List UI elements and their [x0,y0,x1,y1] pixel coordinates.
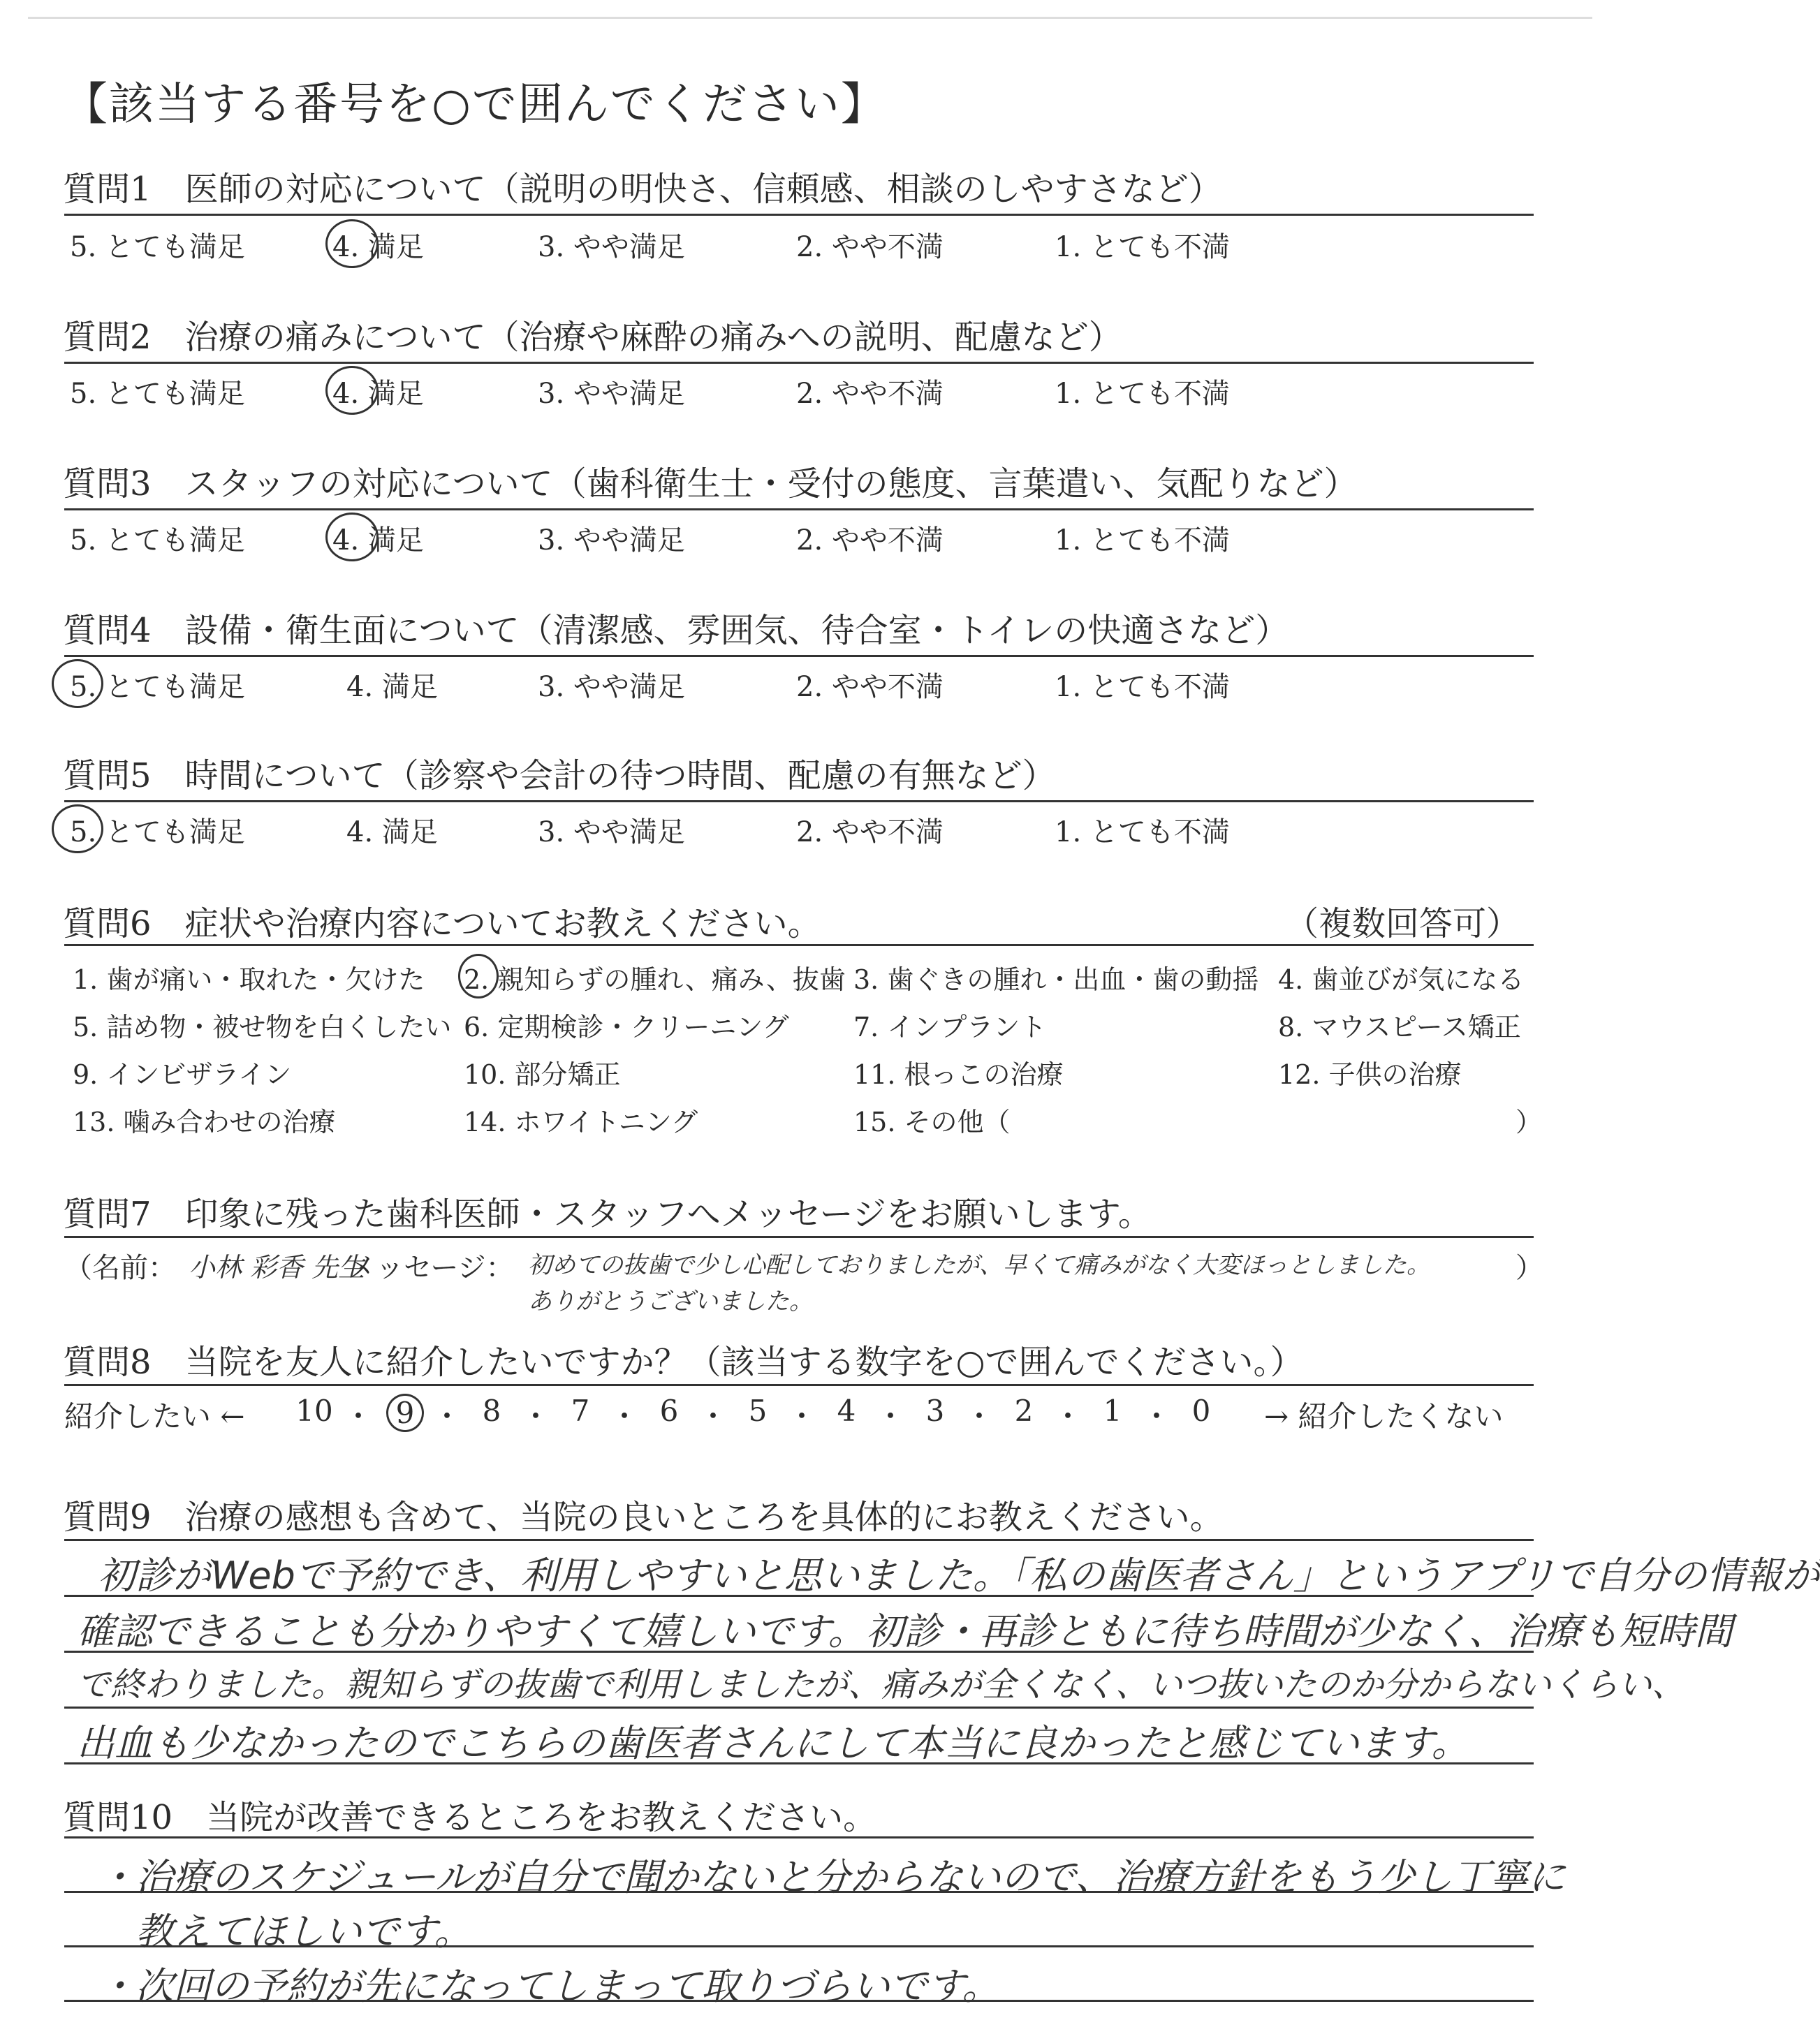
question-10: 質問10 当院が改善できるところをお教えください。 [63,1798,877,1837]
question-8: 質問8 当院を友人に紹介したいですか？（該当する数字を○で囲んでください。） [63,1343,1304,1382]
q3-option-4[interactable]: 4. 満足 [332,524,424,557]
q6-option-12[interactable]: 12. 子供の治療 [1278,1059,1462,1090]
rule-q10-1 [64,1836,1534,1838]
question-9: 質問9 治療の感想も含めて、当院の良いところを具体的にお教えください。 [63,1498,1224,1537]
q4-option-5[interactable]: 5. とても満足 [70,671,245,703]
q6-multiple-note: （複数回答可） [1285,904,1520,943]
rule-q9-1 [64,1539,1534,1541]
q6-option-6[interactable]: 6. 定期検診・クリーニング [464,1012,789,1042]
q7-message-line-2[interactable]: ありがとうございました。 [528,1288,813,1316]
q8-scale-9[interactable]: 9 [386,1394,424,1432]
question-6: 質問6 症状や治療内容についてお教えください。 [63,904,821,943]
rule-q4 [64,655,1534,657]
q4-option-3[interactable]: 3. やや満足 [538,671,685,703]
q1-option-3[interactable]: 3. やや満足 [538,231,685,263]
q6-option-14[interactable]: 14. ホワイトニング [464,1107,698,1137]
q8-scale-separator: ・ [787,1399,817,1434]
q5-option-1[interactable]: 1. とても不満 [1055,816,1230,848]
q9-answer-line-1[interactable]: 初診がWebで予約でき、利用しやすいと思いました。「私の歯医者さん」というアプリで自分の情報が [98,1554,1820,1598]
q8-scale-separator: ・ [344,1399,374,1434]
q6-option-15[interactable]: 15. その他（ [853,1107,1011,1137]
q7-name-value[interactable]: 小林 彩香 先生 [189,1252,365,1283]
q4-option-2[interactable]: 2. やや不満 [796,671,944,703]
rule-q5 [64,800,1534,802]
q8-scale-4[interactable]: 4 [837,1394,856,1428]
rule-q3 [64,508,1534,510]
q5-option-5[interactable]: 5. とても満足 [70,816,245,848]
q8-scale-1[interactable]: 1 [1103,1394,1122,1428]
q8-left-label: 紹介したい ← [64,1399,245,1434]
rule-q1 [64,214,1534,216]
top-border [28,17,1592,19]
q3-option-3[interactable]: 3. やや満足 [538,524,685,557]
question-5: 質問5 時間について（診察や会計の待つ時間、配慮の有無など） [63,756,1056,795]
q6-option-1[interactable]: 1. 歯が痛い・取れた・欠けた [73,964,425,995]
q1-option-5[interactable]: 5. とても満足 [70,231,245,263]
question-4: 質問4 設備・衛生面について（清潔感、雰囲気、待合室・トイレの快適さなど） [63,611,1289,650]
rule-q9-4 [64,1707,1534,1709]
q6-selection-circle [458,954,499,998]
q2-option-1[interactable]: 1. とても不満 [1055,378,1230,410]
q6-option-11[interactable]: 11. 根っこの治療 [853,1059,1064,1090]
q8-scale-3[interactable]: 3 [925,1394,945,1428]
question-1: 質問1 医師の対応について（説明の明快さ、信頼感、相談のしやすさなど） [63,170,1222,209]
q10-answer-line-1[interactable]: ・治療のスケジュールが自分で聞かないと分からないので、治療方針をもう少し丁寧に [98,1855,1566,1899]
q1-option-2[interactable]: 2. やや不満 [796,231,944,263]
q2-selection-circle [325,366,379,415]
q8-scale-separator: ・ [964,1399,995,1434]
q6-option-9[interactable]: 9. インビザライン [73,1059,292,1090]
q4-option-4[interactable]: 4. 満足 [346,671,438,703]
rule-q7 [64,1236,1534,1238]
q3-selection-circle [325,513,379,561]
q8-scale-separator: ・ [521,1399,551,1434]
q6-close-paren: ） [1516,1107,1543,1137]
q6-option-8[interactable]: 8. マウスピース矯正 [1278,1012,1521,1042]
q5-option-2[interactable]: 2. やや不満 [796,816,944,848]
q9-answer-line-2[interactable]: 確認できることも分かりやすくて嬉しいです。初診・再診ともに待ち時間が少なく、治療も短時間 [77,1609,1733,1653]
q9-answer-line-3[interactable]: で終わりました。親知らずの抜歯で利用しましたが、痛みが全くなく、いつ抜いたのか分からないくらい、 [77,1665,1686,1704]
q3-option-2[interactable]: 2. やや不満 [796,524,944,557]
q8-scale-2[interactable]: 2 [1014,1394,1034,1428]
q1-selection-circle [325,219,379,268]
question-3: 質問3 スタッフの対応について（歯科衛生士・受付の態度、言葉遣い、気配りなど） [63,464,1358,503]
q1-option-4[interactable]: 4. 満足 [332,231,424,263]
q8-scale-separator: ・ [1053,1399,1083,1434]
q8-scale-8[interactable]: 8 [482,1394,501,1428]
q5-option-4[interactable]: 4. 満足 [346,816,438,848]
q6-option-3[interactable]: 3. 歯ぐきの腫れ・出血・歯の動揺 [853,964,1259,995]
rule-q6 [64,944,1534,946]
q8-scale-separator: ・ [876,1399,906,1434]
page-title: 【該当する番号を○で囲んでください】 [63,79,887,131]
question-2: 質問2 治療の痛みについて（治療や麻酔の痛みへの説明、配慮など） [63,318,1122,357]
q5-selection-circle [52,804,103,853]
q8-right-label: → 紹介したくない [1264,1399,1504,1434]
q6-option-7[interactable]: 7. インプラント [853,1012,1047,1042]
question-7: 質問7 印象に残った歯科医師・スタッフへメッセージをお願いします。 [63,1195,1152,1234]
q8-scale-10[interactable]: 10 [295,1394,333,1428]
q4-option-1[interactable]: 1. とても不満 [1055,671,1230,703]
q4-selection-circle [52,659,103,708]
q2-option-4[interactable]: 4. 満足 [332,378,424,410]
q10-answer-line-2[interactable]: 教えてほしいです。 [98,1910,472,1954]
rule-q8 [64,1384,1534,1386]
q9-answer-line-4[interactable]: 出血も少なかったのでこちらの歯医者さんにして本当に良かったと感じています。 [77,1721,1469,1765]
q6-option-5[interactable]: 5. 詰め物・被せ物を白くしたい [73,1012,452,1042]
q3-option-5[interactable]: 5. とても満足 [70,524,245,557]
q8-scale-0[interactable]: 0 [1191,1394,1211,1428]
q6-option-10[interactable]: 10. 部分矯正 [464,1059,621,1090]
q8-scale-separator: ・ [1142,1399,1172,1434]
q6-option-4[interactable]: 4. 歯並びが気になる [1278,964,1525,995]
q8-scale-separator: ・ [698,1399,728,1434]
q2-option-3[interactable]: 3. やや満足 [538,378,685,410]
q5-option-3[interactable]: 3. やや満足 [538,816,685,848]
q8-scale-6[interactable]: 6 [659,1394,679,1428]
q1-option-1[interactable]: 1. とても不満 [1055,231,1230,263]
q8-scale-5[interactable]: 5 [748,1394,768,1428]
q7-name-label: （名前： [64,1252,176,1284]
q8-scale-separator: ・ [610,1399,640,1434]
rule-q2 [64,362,1534,364]
q8-scale-7[interactable]: 7 [571,1394,590,1428]
q7-close-paren: ） [1516,1252,1543,1284]
q2-option-5[interactable]: 5. とても満足 [70,378,245,410]
q7-message-label: メッセージ： [348,1252,514,1284]
q8-scale-separator: ・ [432,1399,462,1434]
q6-option-13[interactable]: 13. 噛み合わせの治療 [73,1107,336,1137]
q3-option-1[interactable]: 1. とても不満 [1055,524,1230,557]
q7-message-line-1[interactable]: 初めての抜歯で少し心配しておりましたが、早くて痛みがなく大変ほっとしました。 [528,1251,1430,1279]
q6-option-2[interactable]: 2. 親知らずの腫れ、痛み、抜歯 [464,964,846,995]
q2-option-2[interactable]: 2. やや不満 [796,378,944,410]
q10-answer-line-3[interactable]: ・次回の予約が先になってしまって取りづらいです。 [98,1964,1000,2008]
